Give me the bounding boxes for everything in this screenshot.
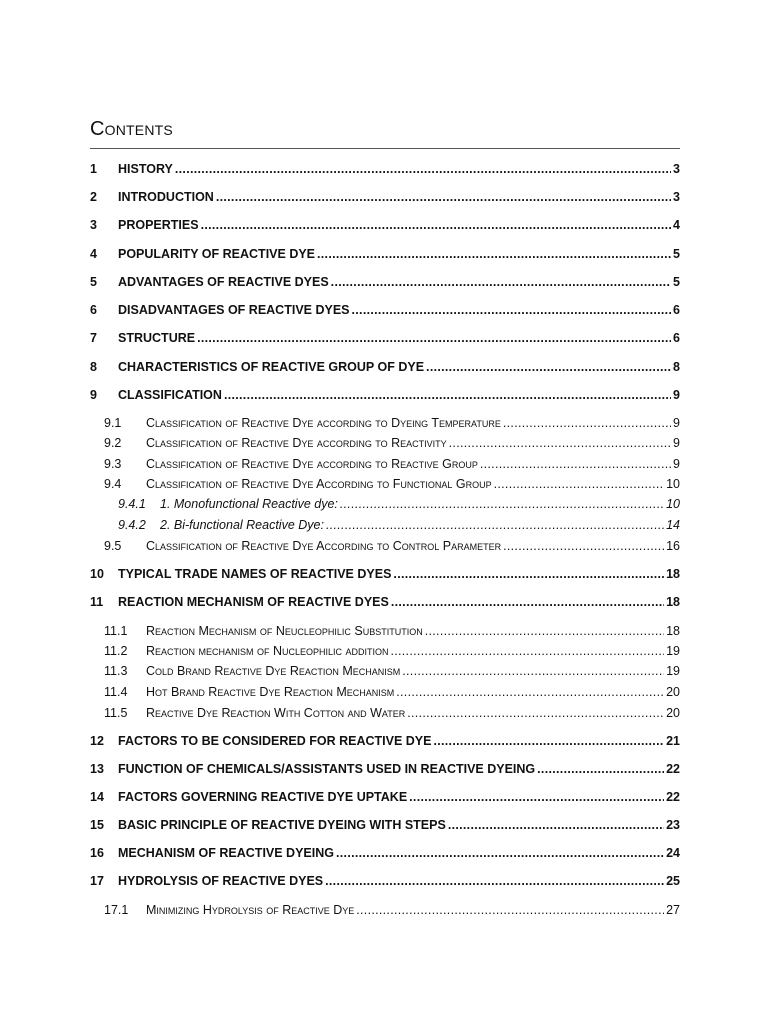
toc-entry-title: ADVANTAGES OF REACTIVE DYES bbox=[118, 275, 329, 289]
toc-entry[interactable] bbox=[90, 161, 680, 177]
toc-dot-leader bbox=[503, 415, 671, 431]
toc-entry-page-number: 23 bbox=[666, 818, 680, 832]
toc-dot-leader bbox=[175, 161, 671, 177]
toc-dot-leader bbox=[503, 538, 664, 554]
toc-entry[interactable] bbox=[90, 538, 680, 554]
toc-entry[interactable] bbox=[90, 217, 680, 233]
toc-entry-title: Reaction mechanism of Nucleophilic addition bbox=[146, 644, 389, 658]
toc-entry[interactable] bbox=[90, 845, 680, 861]
toc-dot-leader bbox=[426, 359, 671, 375]
toc-dot-leader bbox=[396, 684, 664, 700]
toc-entry-page-number: 10 bbox=[666, 477, 680, 491]
toc-entry[interactable] bbox=[90, 663, 680, 679]
toc-entry-title: Classification of Reactive Dye According to Functional Group bbox=[146, 477, 492, 491]
toc-entry-title: MECHANISM OF REACTIVE DYEING bbox=[118, 846, 334, 860]
toc-entry-page-number: 9 bbox=[673, 416, 680, 430]
toc-entry[interactable] bbox=[90, 435, 680, 451]
toc-entry-page-number: 27 bbox=[666, 903, 680, 917]
toc-entry-title: Minimizing Hydrolysis of Reactive Dye bbox=[146, 903, 355, 917]
toc-entry-title: BASIC PRINCIPLE OF REACTIVE DYEING WITH STEPS bbox=[118, 818, 446, 832]
toc-dot-leader bbox=[449, 435, 671, 451]
toc-entry[interactable] bbox=[90, 517, 680, 533]
toc-entry-number: 15 bbox=[90, 818, 104, 832]
toc-entry[interactable] bbox=[90, 476, 680, 492]
toc-entry-title: CHARACTERISTICS OF REACTIVE GROUP OF DYE bbox=[118, 360, 425, 374]
toc-entry-page-number: 6 bbox=[673, 303, 680, 317]
toc-dot-leader bbox=[331, 274, 671, 290]
toc-entry-page-number: 8 bbox=[673, 360, 680, 374]
toc-dot-leader bbox=[537, 761, 664, 777]
toc-entry-number: 11 bbox=[90, 595, 104, 609]
toc-entry[interactable] bbox=[90, 359, 680, 375]
toc-entry-title: CLASSIFICATION bbox=[118, 388, 222, 402]
toc-entry-page-number: 18 bbox=[666, 624, 680, 638]
toc-entry-title: PROPERTIES bbox=[118, 218, 199, 232]
toc-entry[interactable] bbox=[90, 684, 680, 700]
toc-entry-title: INTRODUCTION bbox=[118, 190, 214, 204]
toc-entry-page-number: 25 bbox=[666, 874, 680, 888]
toc-entry-title: REACTION MECHANISM OF REACTIVE DYES bbox=[118, 595, 389, 609]
page-title: Contents bbox=[90, 118, 173, 140]
toc-entry-number: 9.1 bbox=[104, 416, 122, 430]
toc-entry-number: 11.3 bbox=[104, 664, 128, 678]
toc-entry[interactable] bbox=[90, 733, 680, 749]
toc-entry-title: Reaction Mechanism of Neucleophilic Substitution bbox=[146, 624, 423, 638]
toc-entry[interactable] bbox=[90, 817, 680, 833]
toc-entry-number: 1 bbox=[90, 162, 97, 176]
toc-entry[interactable] bbox=[90, 705, 680, 721]
toc-entry-page-number: 19 bbox=[666, 664, 680, 678]
toc-entry-page-number: 9 bbox=[673, 388, 680, 402]
toc-dot-leader bbox=[317, 246, 671, 262]
toc-entry-page-number: 16 bbox=[666, 539, 680, 553]
toc-entry-number: 9.4.2 bbox=[118, 518, 146, 532]
toc-entry[interactable] bbox=[90, 902, 680, 918]
toc-entry[interactable] bbox=[90, 246, 680, 262]
toc-entry-number: 16 bbox=[90, 846, 104, 860]
toc-entry[interactable] bbox=[90, 643, 680, 659]
toc-entry-page-number: 18 bbox=[666, 595, 680, 609]
toc-entry[interactable] bbox=[90, 302, 680, 318]
toc-dot-leader bbox=[409, 789, 664, 805]
toc-entry-page-number: 9 bbox=[673, 457, 680, 471]
toc-entry-number: 9.4 bbox=[104, 477, 122, 491]
toc-entry[interactable] bbox=[90, 415, 680, 431]
toc-entry[interactable] bbox=[90, 330, 680, 346]
toc-dot-leader bbox=[407, 705, 664, 721]
toc-entry-page-number: 3 bbox=[673, 190, 680, 204]
toc-entry-number: 6 bbox=[90, 303, 97, 317]
toc-entry-number: 13 bbox=[90, 762, 104, 776]
toc-entry-title: FUNCTION OF CHEMICALS/ASSISTANTS USED IN REACTIVE DYEING bbox=[118, 762, 536, 776]
toc-entry-title: Classification of Reactive Dye According to Control Parameter bbox=[146, 539, 502, 553]
toc-entry-number: 4 bbox=[90, 247, 97, 261]
toc-entry-page-number: 9 bbox=[673, 436, 680, 450]
toc-entry-number: 9.3 bbox=[104, 457, 122, 471]
toc-dot-leader bbox=[340, 496, 664, 512]
toc-entry[interactable] bbox=[90, 189, 680, 205]
toc-entry-page-number: 20 bbox=[666, 685, 680, 699]
toc-dot-leader bbox=[216, 189, 671, 205]
toc-entry[interactable] bbox=[90, 623, 680, 639]
toc-entry-number: 10 bbox=[90, 567, 104, 581]
toc-entry-page-number: 3 bbox=[673, 162, 680, 176]
toc-dot-leader bbox=[494, 476, 664, 492]
toc-entry-page-number: 5 bbox=[673, 275, 680, 289]
toc-dot-leader bbox=[448, 817, 664, 833]
toc-entry-number: 17 bbox=[90, 874, 104, 888]
toc-entry-page-number: 24 bbox=[666, 846, 680, 860]
toc-entry-title: FACTORS TO BE CONSIDERED FOR REACTIVE DYE bbox=[118, 734, 432, 748]
toc-entry-number: 7 bbox=[90, 331, 97, 345]
toc-entry-page-number: 22 bbox=[666, 790, 680, 804]
toc-entry-title: Classification of Reactive Dye according to Reactive Group bbox=[146, 457, 478, 471]
toc-entry-page-number: 5 bbox=[673, 247, 680, 261]
toc-dot-leader bbox=[425, 623, 664, 639]
toc-entry[interactable] bbox=[90, 594, 680, 610]
toc-entry-title: Classification of Reactive Dye according to Reactivity bbox=[146, 436, 447, 450]
toc-dot-leader bbox=[197, 330, 671, 346]
toc-dot-leader bbox=[356, 902, 664, 918]
toc-entry-number: 11.4 bbox=[104, 685, 128, 699]
toc-entry-number: 11.1 bbox=[104, 624, 128, 638]
toc-entry-title: Reactive Dye Reaction With Cotton and Water bbox=[146, 706, 406, 720]
toc-entry-page-number: 21 bbox=[666, 734, 680, 748]
toc-entry-page-number: 20 bbox=[666, 706, 680, 720]
toc-entry-title: STRUCTURE bbox=[118, 331, 196, 345]
toc-entry[interactable] bbox=[90, 566, 680, 582]
toc-dot-leader bbox=[352, 302, 672, 318]
toc-entry-number: 8 bbox=[90, 360, 97, 374]
toc-entry-title: HISTORY bbox=[118, 162, 173, 176]
toc-entry-title: 2. Bi-functional Reactive Dye: bbox=[160, 518, 324, 532]
toc-entry-number: 9.2 bbox=[104, 436, 122, 450]
toc-entry[interactable] bbox=[90, 496, 680, 512]
toc-dot-leader bbox=[391, 594, 664, 610]
toc-entry-title: DISADVANTAGES OF REACTIVE DYES bbox=[118, 303, 350, 317]
toc-entry-number: 14 bbox=[90, 790, 104, 804]
toc-entry[interactable] bbox=[90, 387, 680, 403]
title-underline bbox=[90, 148, 680, 149]
toc-dot-leader bbox=[326, 517, 664, 533]
toc-entry-page-number: 4 bbox=[673, 218, 680, 232]
toc-entry-number: 11.2 bbox=[104, 644, 128, 658]
toc-entry-number: 17.1 bbox=[104, 903, 129, 917]
toc-entry-number: 5 bbox=[90, 275, 97, 289]
toc-entry-page-number: 6 bbox=[673, 331, 680, 345]
toc-dot-leader bbox=[201, 217, 671, 233]
toc-entry-title: 1. Monofunctional Reactive dye: bbox=[160, 497, 338, 511]
toc-entry-number: 3 bbox=[90, 218, 97, 232]
toc-entry-number: 11.5 bbox=[104, 706, 128, 720]
toc-entry-title: HYDROLYSIS OF REACTIVE DYES bbox=[118, 874, 324, 888]
toc-entry-title: Cold Brand Reactive Dye Reaction Mechanism bbox=[146, 664, 401, 678]
toc-dot-leader bbox=[480, 456, 671, 472]
toc-entry-title: TYPICAL TRADE NAMES OF REACTIVE DYES bbox=[118, 567, 392, 581]
toc-entry-page-number: 10 bbox=[666, 497, 680, 511]
toc-entry-title: POPULARITY OF REACTIVE DYE bbox=[118, 247, 316, 261]
toc-entry-title: FACTORS GOVERNING REACTIVE DYE UPTAKE bbox=[118, 790, 408, 804]
toc-entry-number: 9 bbox=[90, 388, 97, 402]
toc-entry-number: 9.4.1 bbox=[118, 497, 146, 511]
toc-entry-title: Hot Brand Reactive Dye Reaction Mechanism bbox=[146, 685, 395, 699]
toc-dot-leader bbox=[336, 845, 664, 861]
toc-dot-leader bbox=[224, 387, 671, 403]
toc-entry-page-number: 19 bbox=[666, 644, 680, 658]
toc-entry[interactable] bbox=[90, 789, 680, 805]
toc-dot-leader bbox=[393, 566, 664, 582]
toc-entry[interactable] bbox=[90, 761, 680, 777]
toc-entry-number: 2 bbox=[90, 190, 97, 204]
toc-entry[interactable] bbox=[90, 274, 680, 290]
toc-entry[interactable] bbox=[90, 873, 680, 889]
toc-entry-page-number: 14 bbox=[666, 518, 680, 532]
toc-dot-leader bbox=[390, 643, 664, 659]
toc-entry-number: 9.5 bbox=[104, 539, 122, 553]
toc-dot-leader bbox=[325, 873, 664, 889]
toc-dot-leader bbox=[402, 663, 664, 679]
toc-entry-page-number: 22 bbox=[666, 762, 680, 776]
toc-dot-leader bbox=[433, 733, 664, 749]
toc-entry[interactable] bbox=[90, 456, 680, 472]
toc-entry-page-number: 18 bbox=[666, 567, 680, 581]
toc-entry-number: 12 bbox=[90, 734, 104, 748]
toc-entry-title: Classification of Reactive Dye according to Dyeing Temperature bbox=[146, 416, 501, 430]
